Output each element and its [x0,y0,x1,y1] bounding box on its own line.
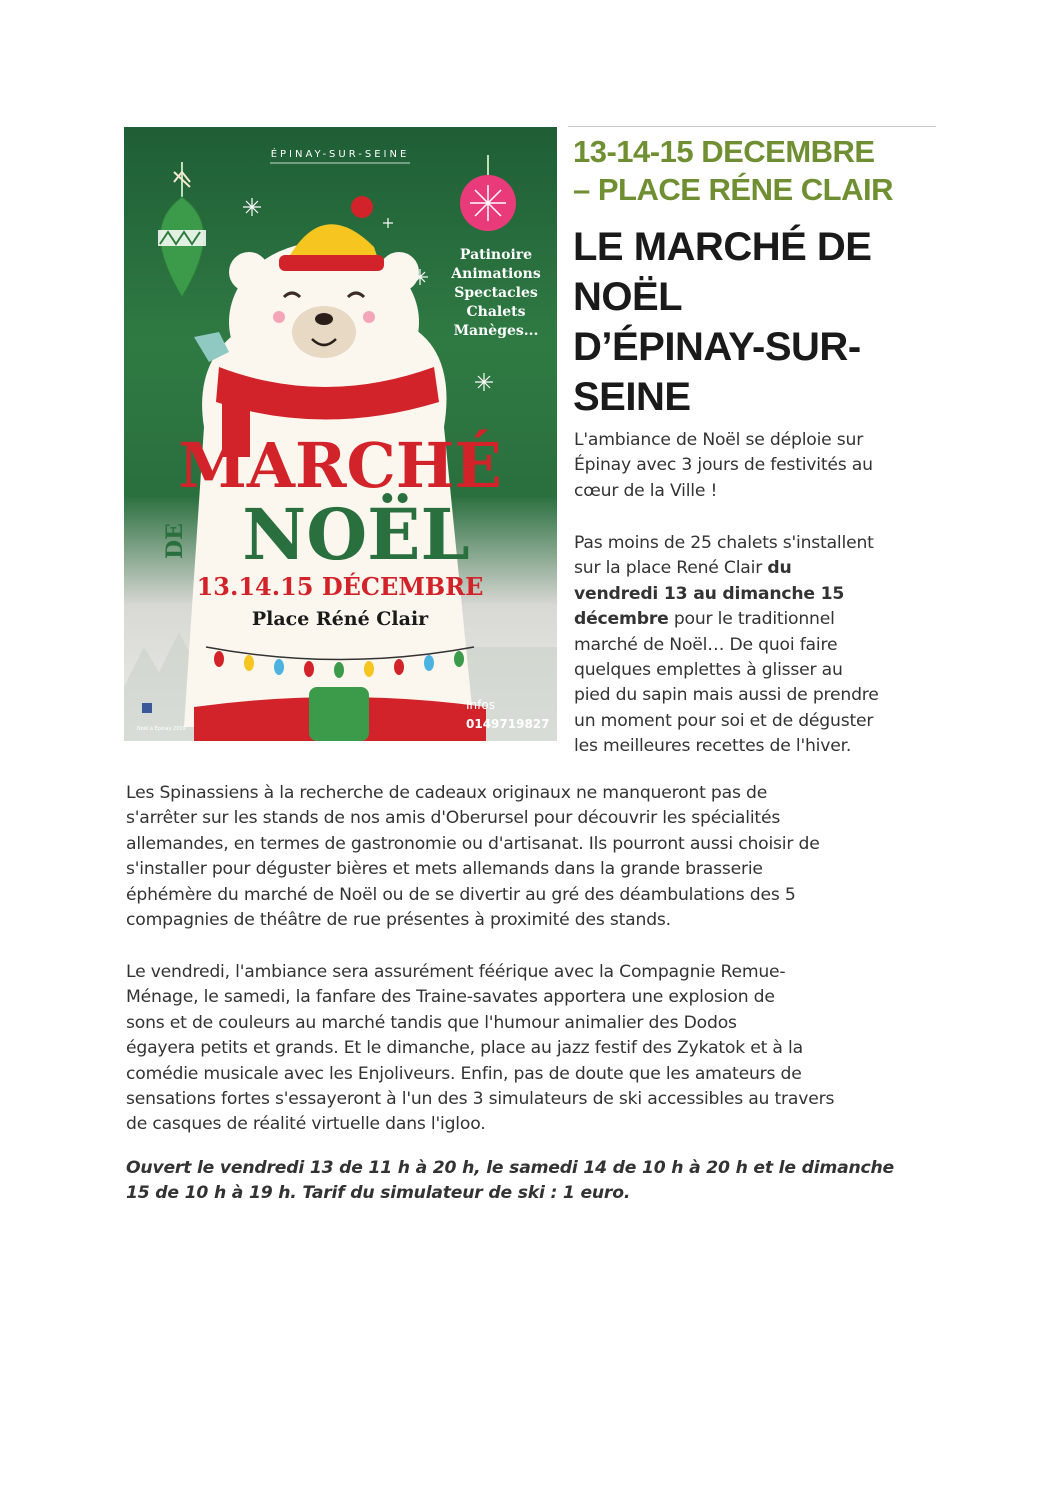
intro-line-2: Épinay avec 3 jours de festivités au [574,455,873,476]
cadeaux-line-6: compagnies de théâtre de rue présentes à proximité des stands. [126,910,671,931]
poster-image [124,127,557,741]
vendredi-line-2: Ménage, le samedi, la fanfare des Traine-savates apportera une explosion de [126,987,775,1008]
poster-infos-label: Infos [466,698,495,712]
chalets-line-4a: décembre [574,609,669,630]
chalets-line-1: Pas moins de 25 chalets s'installent [574,533,874,553]
cadeaux-line-5: éphémère du marché de Noël ou de se divertir au gré des déambulations des 5 [126,884,796,905]
ornament-right-star [470,185,506,221]
activity-4: Chalets [466,304,526,320]
hours-line-2: 15 de 10 h à 19 h. Tarif du simulateur de ski : 1 euro. [126,1183,631,1204]
poster-artwork [124,127,557,741]
ornament-left [160,197,204,297]
activity-1: Patinoire [459,247,533,263]
chalets-line-5: marché de Noël… De quoi faire [574,634,838,655]
poster-phone: 0149719827 [466,717,550,731]
chalets-paragraph [574,531,934,760]
date-heading [573,133,953,209]
poster-title-de: DE [162,523,188,559]
chalets-line-2b: du [767,558,792,579]
poster-dates: 13.14.15 DÉCEMBRE [196,572,484,601]
vendredi-line-7: de casques de réalité virtuelle dans l'igloo. [126,1114,486,1135]
poster-place: Place Réné Clair [251,608,429,630]
title-line-1: LE MARCHÉ DE [573,225,872,269]
chalets-line-9: les meilleures recettes de l'hiver. [574,736,852,757]
chalets-line-7: pied du sapin mais aussi de prendre [574,685,879,706]
bear-paw-mitten [309,687,369,741]
chalets-line-8: un moment pour soi et de déguster [574,710,874,731]
activity-5: Manèges... [453,323,539,339]
date-line-1: 13-14-15 DECEMBRE [573,134,875,169]
poster-title-line1: MARCHÉ [178,429,502,502]
activity-3: Spectacles [454,285,538,301]
cadeaux-paragraph [126,781,934,933]
hours-line-1: Ouvert le vendredi 13 de 11 h à 20 h, le samedi 14 de 10 h à 20 h et le dimanche [126,1158,895,1178]
title-line-3: D’ÉPINAY-SUR- [573,325,861,369]
poster-title-line2: NOËL [242,493,470,576]
bear-hat-pompom [351,196,373,218]
page-title [573,222,943,422]
poster-facebook-label: Noël à Épinay 2019 [137,726,186,732]
bear-nose [315,313,333,325]
vendredi-line-5: comédie musicale avec les Enjoliveurs. Enfin, pas de doute que les amateurs de [126,1063,802,1084]
poster-town: ÉPINAY-SUR-SEINE [270,149,410,160]
cadeaux-line-2: s'arrêter sur les stands de nos amis d'Oberursel pour découvrir les spécialités [126,808,781,829]
opening-hours-paragraph [126,1156,934,1207]
cadeaux-line-4: s'installer pour déguster bières et mets allemands dans la grande brasserie [126,859,763,880]
vendredi-paragraph [126,960,934,1138]
activity-2: Animations [451,266,541,282]
chalets-line-3: vendredi 13 au dimanche 15 [574,583,845,604]
poster-activities [450,247,541,339]
vendredi-line-3: sons et de couleurs au marché tandis que l'humour animalier des Dodos [126,1012,737,1033]
vendredi-line-1: Le vendredi, l'ambiance sera assurément féérique avec la Compagnie Remue- [126,962,786,982]
cadeaux-line-3: allemandes, en termes de gastronomie ou d'artisanat. Ils pourront aussi choisir de [126,833,820,854]
chalets-line-4b: pour le traditionnel [668,609,835,630]
title-line-2: NOËL [573,275,683,319]
vendredi-line-4: égayera petits et grands. Et le dimanche, place au jazz festif des Zykatok et à la [126,1038,803,1059]
facebook-icon [142,703,152,713]
cadeaux-line-1: Les Spinassiens à la recherche de cadeaux originaux ne manqueront pas de [126,783,768,803]
intro-line-1: L'ambiance de Noël se déploie sur [574,430,864,450]
heading-rule [568,126,936,127]
chalets-line-2a: sur la place René Clair [574,558,768,579]
date-line-2: – PLACE RÉNE CLAIR [573,172,893,207]
intro-paragraph [574,428,934,504]
title-line-4: SEINE [573,375,691,419]
vendredi-line-6: sensations fortes s'essayeront à l'un des 3 simulateurs de ski accessibles au travers [126,1089,835,1110]
intro-line-3: cœur de la Ville ! [574,480,718,501]
chalets-line-6: quelques emplettes à glisser au [574,660,843,681]
